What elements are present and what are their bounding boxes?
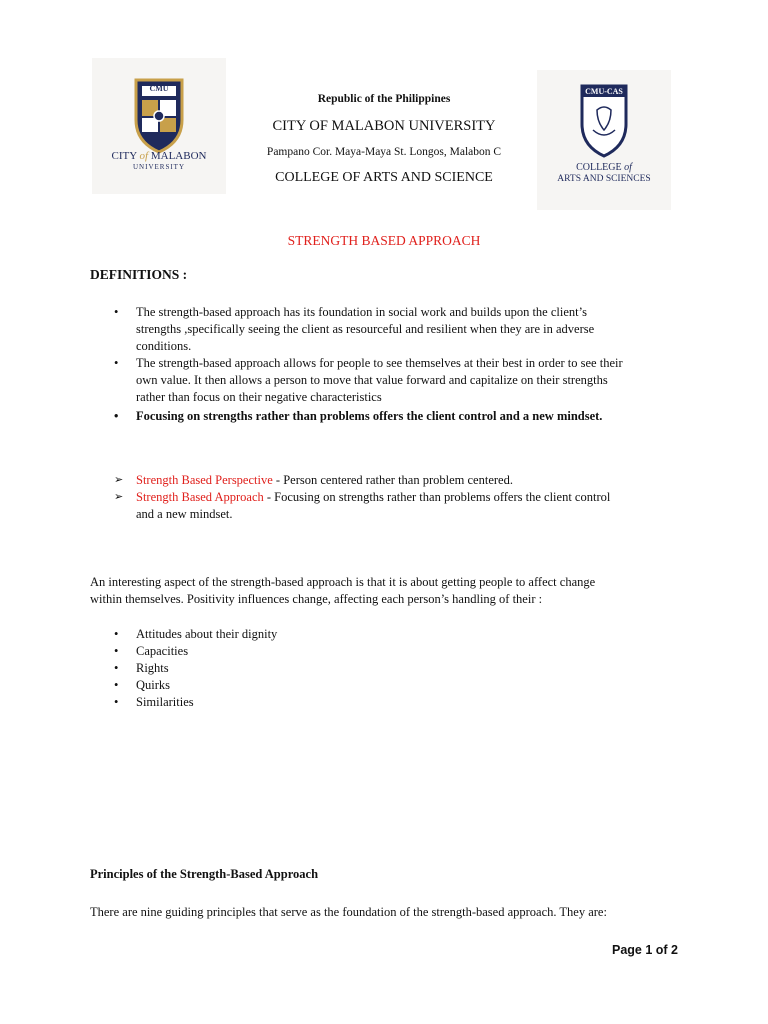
cmu-shield-icon [92,58,226,158]
cmu-logo-line2: UNIVERSITY [133,163,185,171]
bullet-icon: • [114,409,119,423]
cas-logo-line2: ARTS AND SCIENCES [557,174,651,184]
list-item [90,408,690,425]
definitions-heading: DEFINITIONS : [90,267,188,282]
arrow-bullet-icon: ➢ [114,491,124,503]
arrow-text: - Focusing on strengths rather than problems offers the client control [263,490,611,504]
cmu-logo-of: of [139,150,149,162]
arrow-text: - Person centered rather than problem centered. [272,473,513,487]
cmu-badge-text: CMU [149,84,169,93]
list-item [90,489,690,523]
definition-2-line-1: The strength-based approach allows for people to see themselves at their best in order to see their [136,356,623,370]
intro-paragraph [90,574,700,608]
attribute-text: Rights [136,661,169,675]
college-name: COLLEGE OF ARTS AND SCIENCE [275,170,493,185]
definition-3-line-1: Focusing on strengths rather than problems offers the client control and a new mindset. [136,409,603,423]
arrow-term: Strength Based Perspective [136,473,273,487]
list-item [90,677,490,694]
bullet-icon: • [114,661,119,675]
list-item [90,643,490,660]
list-item [90,660,490,677]
bullet-icon: • [114,695,119,709]
list-item [90,472,690,489]
definition-1-line-1: The strength-based approach has its foundation in social work and builds upon the client’s [136,305,587,319]
arrow-text-continued: and a new mindset. [136,507,233,521]
principles-heading: Principles of the Strength-Based Approach [90,867,319,881]
bullet-icon: • [114,356,119,370]
cas-logo-of: of [624,162,632,173]
principles-text: There are nine guiding principles that serve as the foundation of the strength-based approach. They are: [90,905,607,919]
cas-badge-text: CMU-CAS [585,87,623,96]
attribute-text: Quirks [136,678,171,692]
republic-line: Republic of the Philippines [317,93,451,105]
definition-2-line-2: own value. It then allows a person to move that value forward and capitalize on their strengths [136,373,608,387]
definition-1-line-3: conditions. [136,339,192,353]
list-item [90,626,490,643]
cmu-logo-city: CITY [111,150,140,162]
attribute-text: Attitudes about their dignity [136,627,278,641]
definition-2-line-3: rather than focus on their negative characteristics [136,390,382,404]
arrow-term: Strength Based Approach [136,490,264,504]
cmu-cas-logo [537,70,671,210]
university-address: Pampano Cor. Maya-Maya St. Longos, Malabon C [266,146,502,158]
cas-logo-college: COLLEGE [576,162,625,173]
bullet-icon: • [114,644,119,658]
list-item [90,304,690,355]
attribute-text: Capacities [136,644,189,658]
definition-1-line-2: strengths ,specifically seeing the client as resourceful and resilient when they are in adverse [136,322,595,336]
page-title: STRENGTH BASED APPROACH [287,233,481,248]
attributes-list [90,626,490,711]
university-name: CITY OF MALABON UNIVERSITY [272,118,496,134]
page-number: Page 1 of 2 [612,943,678,957]
list-item [90,355,690,406]
cmu-logo-malabon: MALABON [148,150,207,162]
definitions-list [90,304,690,425]
bullet-icon: • [114,627,119,641]
arrow-bullet-icon: ➢ [114,474,124,486]
arrow-list [90,472,690,523]
paragraph-line-2: within themselves. Positivity influences change, affecting each person’s handling of their : [90,592,543,606]
attribute-text: Similarities [136,695,194,709]
bullet-icon: • [114,305,119,319]
list-item [90,694,490,711]
bullet-icon: • [114,678,119,692]
paragraph-line-1: An interesting aspect of the strength-based approach is that it is about getting people to affect change [90,575,596,589]
